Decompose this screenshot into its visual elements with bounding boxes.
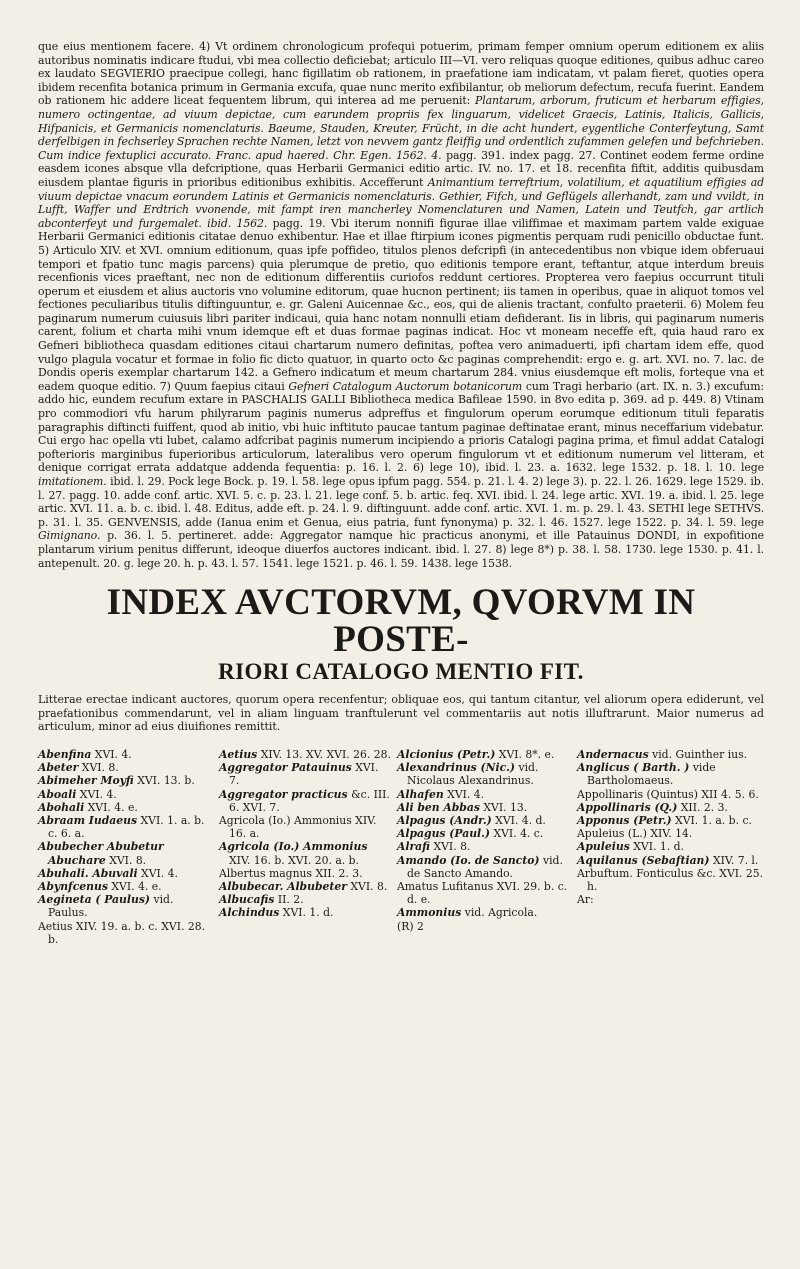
index-entry-ref: Appollinaris (Quintus) XII 4. 5. 6. [577, 787, 759, 801]
index-entry-name: Andernacus [577, 747, 649, 761]
index-entry [397, 788, 571, 801]
index-entry-name: Aboali [38, 787, 77, 801]
index-entry-name: Abraam Iudaeus [38, 813, 138, 827]
index-entry-ref: XVI. 4. [447, 787, 485, 801]
index-entry-name: Albubecar. Albubeter [219, 879, 347, 893]
index-entry-ref: vid. Guinther ius. [652, 747, 748, 761]
index-entry-ref: XVI. 1. a. b. c. [675, 813, 752, 827]
index-entry-ref: vid. Paulus. [48, 893, 174, 920]
index-entry-ref: XVI. 4. c. [493, 827, 544, 841]
index-entry-ref: XVI. 4. [141, 866, 178, 880]
index-entry-ref: Agricola (Io.) Ammonius XIV. 16. a. [219, 813, 377, 841]
index-entry [397, 827, 571, 840]
index-entry-ref: XVI. 1. a. b. c. 6. a. [48, 813, 205, 841]
index-title [38, 584, 764, 683]
index-entry [397, 761, 571, 787]
index-entry-ref: XVI. 4. d. [495, 813, 546, 827]
index-entry-ref: &c. III. 6. XVI. 7. [229, 787, 390, 814]
index-entry [577, 854, 764, 867]
index-entry-name: Alhafen [397, 787, 444, 801]
index-entry-ref: XIV. 16. b. XVI. 20. a. b. [229, 853, 359, 867]
index-entry-name: Alexandrinus (Nic.) [397, 761, 516, 775]
index-entry-ref: vid. de Sancto Amando. [407, 853, 563, 880]
index-entry-ref: XVI. 1. d. [633, 840, 684, 854]
index-entry-name: Aggregator practicus [219, 787, 348, 801]
index-entry [577, 761, 764, 787]
index-entry-name: Abynfcenus [38, 879, 108, 893]
index-entry-ref: XVI. 4. e. [111, 879, 162, 893]
index-entry-ref: XVI. 4. [94, 747, 132, 761]
index-entry-ref: XIV. 7. l. [712, 853, 759, 867]
index-entry-ref: Apuleius (L.) XIV. 14. [577, 827, 693, 841]
index-entry-ref: XVI. 7. [229, 761, 379, 788]
index-entry-name: Abuhali. Abuvali [38, 866, 138, 880]
index-entry-name: Aegineta ( Paulus) [38, 893, 151, 907]
index-column-1 [38, 748, 213, 946]
index-columns [38, 748, 764, 946]
index-column-3 [397, 748, 571, 946]
index-entry-name: Anglicus ( Barth. ) [577, 761, 690, 775]
index-entry [38, 880, 213, 893]
index-entry [577, 814, 764, 827]
index-entry-ref: XVI. 8. [433, 840, 471, 854]
index-entry [397, 920, 571, 933]
index-entry [577, 893, 764, 906]
index-entry-ref: vid. Agricola. [464, 906, 538, 920]
index-entry [577, 748, 764, 761]
index-entry-ref: vid. Nicolaus Alexandrinus. [407, 761, 539, 788]
index-entry-name: Alcionius (Petr.) [397, 747, 496, 761]
index-entry-name: Alrafi [397, 840, 431, 854]
index-entry [577, 801, 764, 814]
index-entry [38, 774, 213, 787]
index-entry [397, 814, 571, 827]
index-entry [219, 814, 391, 840]
index-entry [577, 827, 764, 840]
index-entry-ref: Ar: [577, 893, 594, 907]
index-entry [38, 867, 213, 880]
notes-paragraph: que eius mentionem facere. 4) Vt ordinem chronologicum profequi potuerim, primam femper omnium operum editionem ex aliis autoribus nominatis indicare ftudui, vbi mea collectio deficiebat; articulo III—VI. vero reliquas quoque editiones, quibus adhuc careo ex laudato SEGVIERIO praecipue collegi, hanc figillatim ob rationem, in praefatione iam indicatam, vt palam fieret, quoties opera ibidem recenfita botanica primum in Germania excufa, quae nunc merito exfibilantur, ob meliorum defectum, recufa fuerint. Eandem ob rationem hic addere liceat fequentem librum, qui interea ad me peruenit: Plantarum, arborum, fruticum et herbarum effigies, numero octingentae, ad viuum depictae, cum earundem propriis fex linguarum, videlicet Graecis, Latinis, Italicis, Gallicis, Hifpanicis, et Germanicis nomenclaturis. Baeume, Stauden, Kreuter, Frücht, in die acht hundert, eygentliche Conterfeytung, Samt derfelbigen in fechserley Sprachen rechte Namen, letzt von nevvem gantz fleiffig und ordentlich zufammen gelefen und befchrieben. Cum indice fextuplici accurato. Franc. apud haered. Chr. Egen. 1562. 4. pagg. 391. index pagg. 27. Continet eodem ferme ordine easdem icones absque vlla defcriptione, quas Herbarii Germanici editio artic. IV. no. 17. et 18. recenfita fiftit, additis quibusdam eiusdem plantae figuris in prioribus editionibus exhibitis. Accefferunt Animantium terreftrium, volatilium, et aquatilium effigies ad viuum depictae vnacum eorundem Latinis et Germanicis nomenclaturis. Gethier, Fifch, und Geflügels allerhandt, zam und vvildt, in Lufft, Waffer und Erdtrich vvonende, mit fampt iren mancherley Nomenclaturen und Namen, Latein und Teutfch, gar artlich abconterfeyt und furgemalet. ibid. 1562. pagg. 19. Vbi iterum nonnifi figurae illae viliffimae et maximam partem valde exiguae Herbarii Germanici editionis citatae denuo exhibentur. Hae et illae ftirpium icones pigmentis perquam rudi penicillo obductae funt. 5) Articulo XIV. et XVI. omnium editionum, quas ipfe poffideo, titulos plenos defcripfi (in antecedentibus non vbique idem obferuaui tempori et fpatio tunc magis parcens) quia plerumque de pretio, quo editionis tempore erant, teftantur, atque interdum breuis recenfionis vices praeftant, nec non de editionum differentiis curiofos reddunt certiores. Propterea vero faepius occurrunt tituli operum et eiusdem et alius auctoris vno volumine editorum, quae hucnon pertinent; iis tamen in operibus, quae in aliquot tomos vel fectiones peculiaribus titulis diftinguuntur, e. gr. Galeni Auicennae &c., eos, qui de alienis tractant, confulto praeterii. 6) Molem feu paginarum numerum cuiusuis libri pariter indicaui, quia hanc notam nonnulli etiam defiderant. Iis in libris, qui paginarum numeris carent, folium et charta mihi vnum idemque eft et duas formae paginas indicat. Hoc vt moneam neceffe eft, quia haud raro ex Gefneri bibliotheca quasdam editiones citaui chartarum numero definitas, poftea vero animaduerti, ipfi chartam idem effe, quod vulgo plagula vocatur et formae in folio fic dicto quatuor, in quarto octo &c paginas comprehendit: ergo e. g. art. XVI. no. 7. lac. de Dondis operis exemplar chartarum 142. a Gefnero indicatum et meum chartarum 284. vnius eiusdemque eft molis, forteque vna et eadem quoque editio. 7) Quum faepius citaui Gefneri Catalogum Auctorum botanicorum cum Tragi herbario (art. IX. n. 3.) excufum: addo hic, eundem recufum extare in PASCHALIS GALLI Bibliotheca medica Bafileae 1590. in 8vo edita p. 369. ad p. 449. 8) Vtinam pro commodiori vfu harum philyrarum paginis numerus adpreffus et fingulorum operum eorumque editionum tituli feparatis paragraphis diftincti fuiffent, quod ab initio, vbi huic inftituto paucae tantum paginae deftinatae erant, minus neceffarium videbatur. Cui ergo hac opella vti lubet, calamo adfcribat paginis numerum incipiendo a prioris Catalogi pagina prima, et fimul addat Catalogi pofterioris marginibus fuperioribus articulorum, lateralibus vero operum fingulorum vt et editionum numerum vel litteram, et denique corrigat errata addatque addenda fequentia: p. 16. l. 2. 6) lege 10), ibid. l. 23. a. 1632. lege 1532. p. 18. l. 10. lege imitationem. ibid. l. 29. Pock lege Bock. p. 19. l. 58. lege opus ipfum pagg. 554. p. 21. l. 4. 2) lege 3). p. 22. l. 26. 1629. lege 1529. ib. l. 27. pagg. 10. adde conf. artic. XVI. 5. c. p. 23. l. 21. lege conf. 5. b. artic. feq. XVI. ibid. l. 24. lege artic. XVI. 19. a. ibid. l. 25. lege artic. XVI. 11. a. b. c. ibid. l. 48. Editus, adde eft. p. 24. l. 9. diftinguunt. adde conf. artic. XVI. 1. m. p. 29. l. 43. SETHI lege SETHVS. p. 31. l. 35. GENVENSIS, adde (Ianua enim et Genua, eius patria, funt fynonyma) p. 32. l. 46. 1527. lege 1522. p. 34. l. 59. lege Gimignano. p. 36. l. 5. pertineret. adde: Aggregator namque hic practicus anonymi, et ille Patauinus DONDI, in expofitione plantarum virium penitus differunt, ideoque diuerfos auctores indicant. ibid. l. 27. 8) lege 8*) p. 38. l. 58. 1730. lege 1530. p. 41. l. antepenult. 20. g. lege 20. h. p. 43. l. 57. 1541. lege 1521. p. 46. l. 59. 1438. lege 1538. [38, 40, 765, 570]
index-title-line-1: INDEX AVCTORVM, QVORVM IN POSTE- [106, 582, 696, 661]
index-entry-ref: XVI. 4. e. [87, 800, 138, 814]
index-entry-ref: Arbuftum. Fonticulus &c. XVI. 25. h. [577, 866, 764, 893]
index-entry [219, 788, 391, 814]
notes-text [38, 40, 764, 570]
index-entry [397, 880, 571, 906]
index-entry [219, 893, 391, 906]
index-entry-name: Amando (Io. de Sancto) [397, 853, 540, 867]
index-entry [38, 801, 213, 814]
index-entry-name: Ali ben Abbas [397, 800, 480, 814]
index-entry [397, 854, 571, 880]
index-entry-name: Aetius [219, 747, 258, 761]
index-entry-name: Abenfina [38, 747, 92, 761]
index-entry-name: Alchindus [219, 906, 280, 920]
index-entry-ref: XVI. 1. d. [282, 906, 334, 920]
index-entry-ref: vide Bartholomaeus. [587, 761, 716, 788]
index-entry [397, 840, 571, 853]
index-entry [397, 906, 571, 919]
index-entry [219, 748, 391, 761]
index-entry-name: Alpagus (Andr.) [397, 813, 492, 827]
index-entry-ref: Amatus Lufitanus XVI. 29. b. c. d. e. [397, 879, 568, 907]
index-intro: Litterae erectae indicant auctores, quorum opera recenfentur; obliquae eos, qui tantum citantur, vel aliorum opera ediderunt, vel praefationibus commendarunt, vel in aliam linguam tranftulerunt vel commentariis aut notis illuftrarunt. Maior numerus ad articulum, minor ad eius diuifiones remittit. [38, 693, 764, 734]
index-entry [38, 788, 213, 801]
index-entry-name: Abubecher Abubetur Abuchare [38, 840, 164, 867]
index-entry-ref: XVI. 4. [79, 787, 117, 801]
index-column-4 [577, 748, 764, 946]
index-entry-name: Alpagus (Paul.) [397, 827, 491, 841]
index-entry [397, 801, 571, 814]
index-entry [38, 893, 213, 919]
index-entry-ref: XVI. 8*. e. [498, 747, 555, 761]
index-entry-ref: II. 2. [277, 893, 304, 907]
index-entry [38, 814, 213, 840]
index-entry-ref: (R) 2 [397, 919, 424, 933]
index-entry-name: Apponus (Petr.) [577, 813, 672, 827]
index-entry-ref: XIV. 13. XV. XVI. 26. 28. [260, 747, 391, 761]
index-entry [577, 840, 764, 853]
index-entry-ref: XVI. 13. [483, 800, 528, 814]
index-entry-name: Abimeher Moyfi [38, 774, 134, 788]
index-entry-ref: XVI. 8. [81, 761, 119, 775]
index-entry [38, 840, 213, 866]
index-entry-name: Abeter [38, 761, 79, 775]
index-entry [577, 867, 764, 893]
index-entry [219, 867, 391, 880]
index-entry-name: Albucafis [219, 893, 275, 907]
index-column-2 [219, 748, 391, 946]
index-entry [38, 761, 213, 774]
index-entry-ref: XVI. 8. [350, 879, 388, 893]
index-title-line-2: RIORI CATALOGO MENTIO FIT. [218, 659, 584, 685]
index-entry [577, 788, 764, 801]
index-entry [38, 920, 213, 946]
index-entry [219, 906, 391, 919]
index-entry [38, 748, 213, 761]
index-entry-name: Ammonius [397, 906, 462, 920]
index-entry-name: Agricola (Io.) Ammonius [219, 840, 368, 854]
index-entry-name: Appollinaris (Q.) [577, 800, 678, 814]
index-entry-ref: Albertus magnus XII. 2. 3. [219, 866, 363, 880]
index-entry [219, 761, 391, 787]
index-entry-name: Aggregator Patauinus [219, 761, 352, 775]
index-entry-ref: XII. 2. 3. [680, 800, 728, 814]
index-entry-ref: XVI. 8. [109, 853, 147, 867]
index-entry [397, 748, 571, 761]
index-entry-name: Apuleius [577, 840, 630, 854]
index-entry-name: Aquilanus (Sebaftian) [577, 853, 710, 867]
index-entry-name: Abohali [38, 800, 85, 814]
index-entry-ref: XVI. 13. b. [137, 774, 195, 788]
index-entry [219, 880, 391, 893]
index-entry [219, 840, 391, 866]
index-entry-ref: Aetius XIV. 19. a. b. c. XVI. 28. b. [38, 919, 206, 946]
